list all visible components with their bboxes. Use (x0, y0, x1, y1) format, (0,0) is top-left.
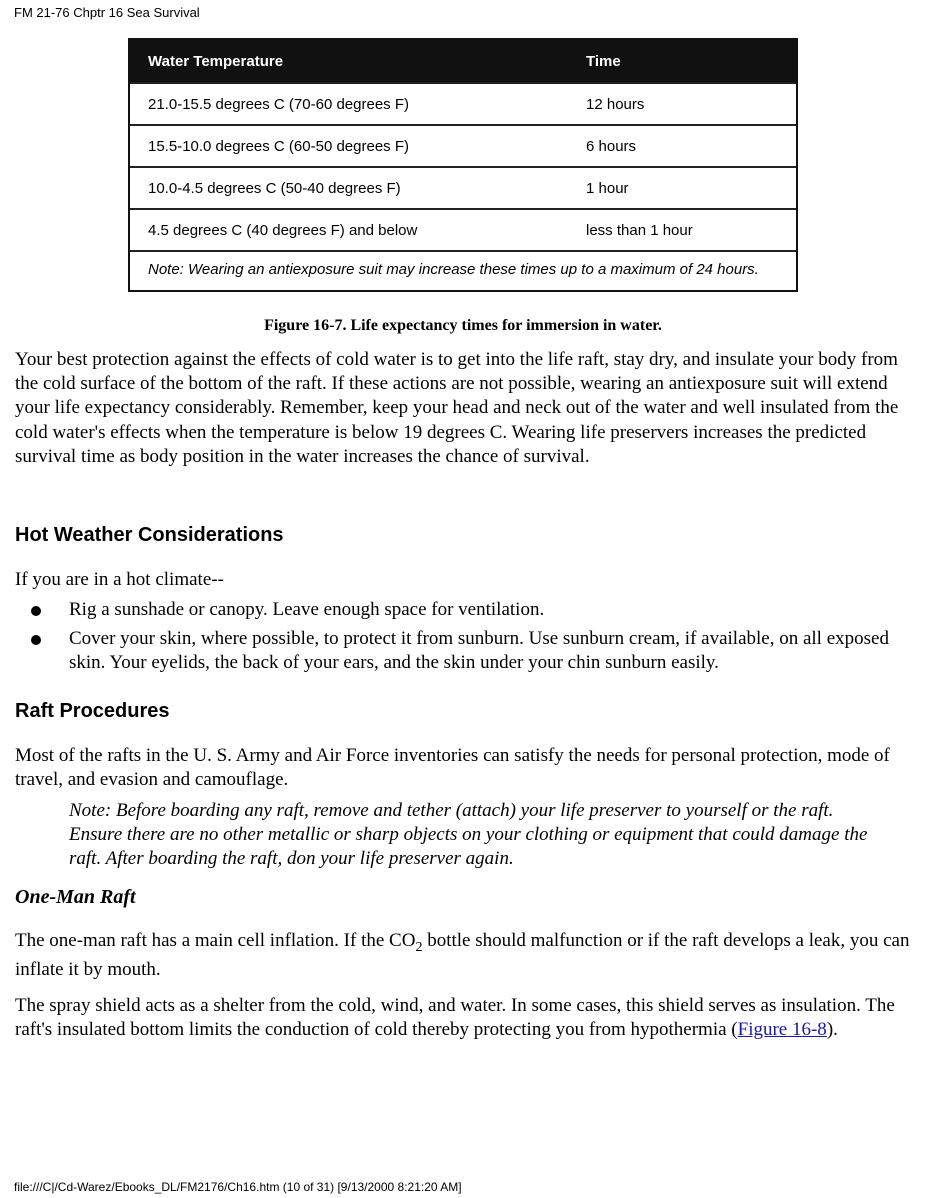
time-cell: 6 hours (586, 137, 637, 155)
temperature-cell: 4.5 degrees C (40 degrees F) and below (148, 221, 418, 239)
raft-procedures-paragraph: Most of the rafts in the U. S. Army and Air Force inventories can satisfy the needs for personal protection, mode of travel, and evasion and camouflage. (15, 745, 890, 791)
page-header: FM 21-76 Chptr 16 Sea Survival (14, 5, 200, 20)
subscript: 2 (415, 939, 423, 955)
hot-climate-intro: If you are in a hot climate-- (15, 569, 224, 590)
table-row (130, 208, 796, 250)
hot-weather-list (15, 598, 915, 681)
text-segment: bottle should malfunction or if the raft develops a leak, you can inflate it by mouth. (15, 930, 910, 980)
raft-procedures-heading: Raft Procedures (15, 700, 170, 722)
header-water-temperature: Water Temperature (148, 52, 284, 70)
life-expectancy-table (128, 38, 798, 292)
text-segment: The spray shield acts as a shelter from the cold, wind, and water. In some cases, this shield serves as insulation. The raft's insulated bottom limits the conduction of cold thereby protecting you from hypothermia ( (15, 995, 895, 1041)
temperature-cell: 21.0-15.5 degrees C (70-60 degrees F) (148, 95, 409, 113)
list-item-text: Rig a sunshade or canopy. Leave enough space for ventilation. (69, 599, 545, 620)
time-cell: 12 hours (586, 95, 645, 113)
one-man-raft-heading: One-Man Raft (15, 886, 136, 908)
page-footer: file:///C|/Cd-Warez/Ebooks_DL/FM2176/Ch16.htm (10 of 31) [9/13/2000 8:21:20 AM] (14, 1180, 462, 1194)
header-time: Time (586, 52, 621, 70)
list-item (15, 627, 915, 675)
figure-16-8-link[interactable]: Figure 16-8 (737, 1019, 827, 1041)
hot-weather-heading: Hot Weather Considerations (15, 524, 284, 546)
bullet-icon (31, 606, 41, 616)
table-row (130, 82, 796, 124)
text-segment: The one-man raft has a main cell inflation. If the CO (15, 930, 416, 951)
time-cell: 1 hour (586, 179, 629, 197)
temperature-cell: 15.5-10.0 degrees C (60-50 degrees F) (148, 137, 409, 155)
list-item-text: Cover your skin, where possible, to protect it from sunburn. Use sunburn cream, if available, on all exposed skin. Your eyelids, the back of your ears, and the skin under your chin sunburn easily. (69, 628, 889, 674)
text-segment: ). (826, 1019, 838, 1041)
table-header-row (130, 40, 796, 82)
time-cell: less than 1 hour (586, 221, 693, 239)
list-item (15, 598, 915, 622)
spray-shield-paragraph (15, 994, 915, 1042)
table-note: Note: Wearing an antiexposure suit may increase these times up to a maximum of 24 hours. (130, 250, 796, 290)
temperature-cell: 10.0-4.5 degrees C (50-40 degrees F) (148, 179, 401, 197)
table-row (130, 124, 796, 166)
boarding-note: Note: Before boarding any raft, remove and tether (attach) your life preserver to yourself or the raft. Ensure there are no other metallic or sharp objects on your clothing or equipment that could damage the raft. After boarding the raft, don your life preserver again. (69, 800, 868, 870)
bullet-icon (31, 635, 41, 645)
one-man-raft-paragraph (15, 926, 915, 984)
cold-water-paragraph: Your best protection against the effects of cold water is to get into the life raft, stay dry, and insulate your body from the cold surface of the bottom of the raft. If these actions are not possible, wearing an antiexposure suit will extend your life expectancy considerably. Remember, keep your head and neck out of the water and well insulated from the cold water's effects when the temperature is below 19 degrees C. Wearing life preservers increases the predicted survival time as body position in the water increases the chance of survival. (15, 349, 899, 467)
figure-caption: Figure 16-7. Life expectancy times for immersion in water. (264, 317, 662, 334)
table-row (130, 166, 796, 208)
